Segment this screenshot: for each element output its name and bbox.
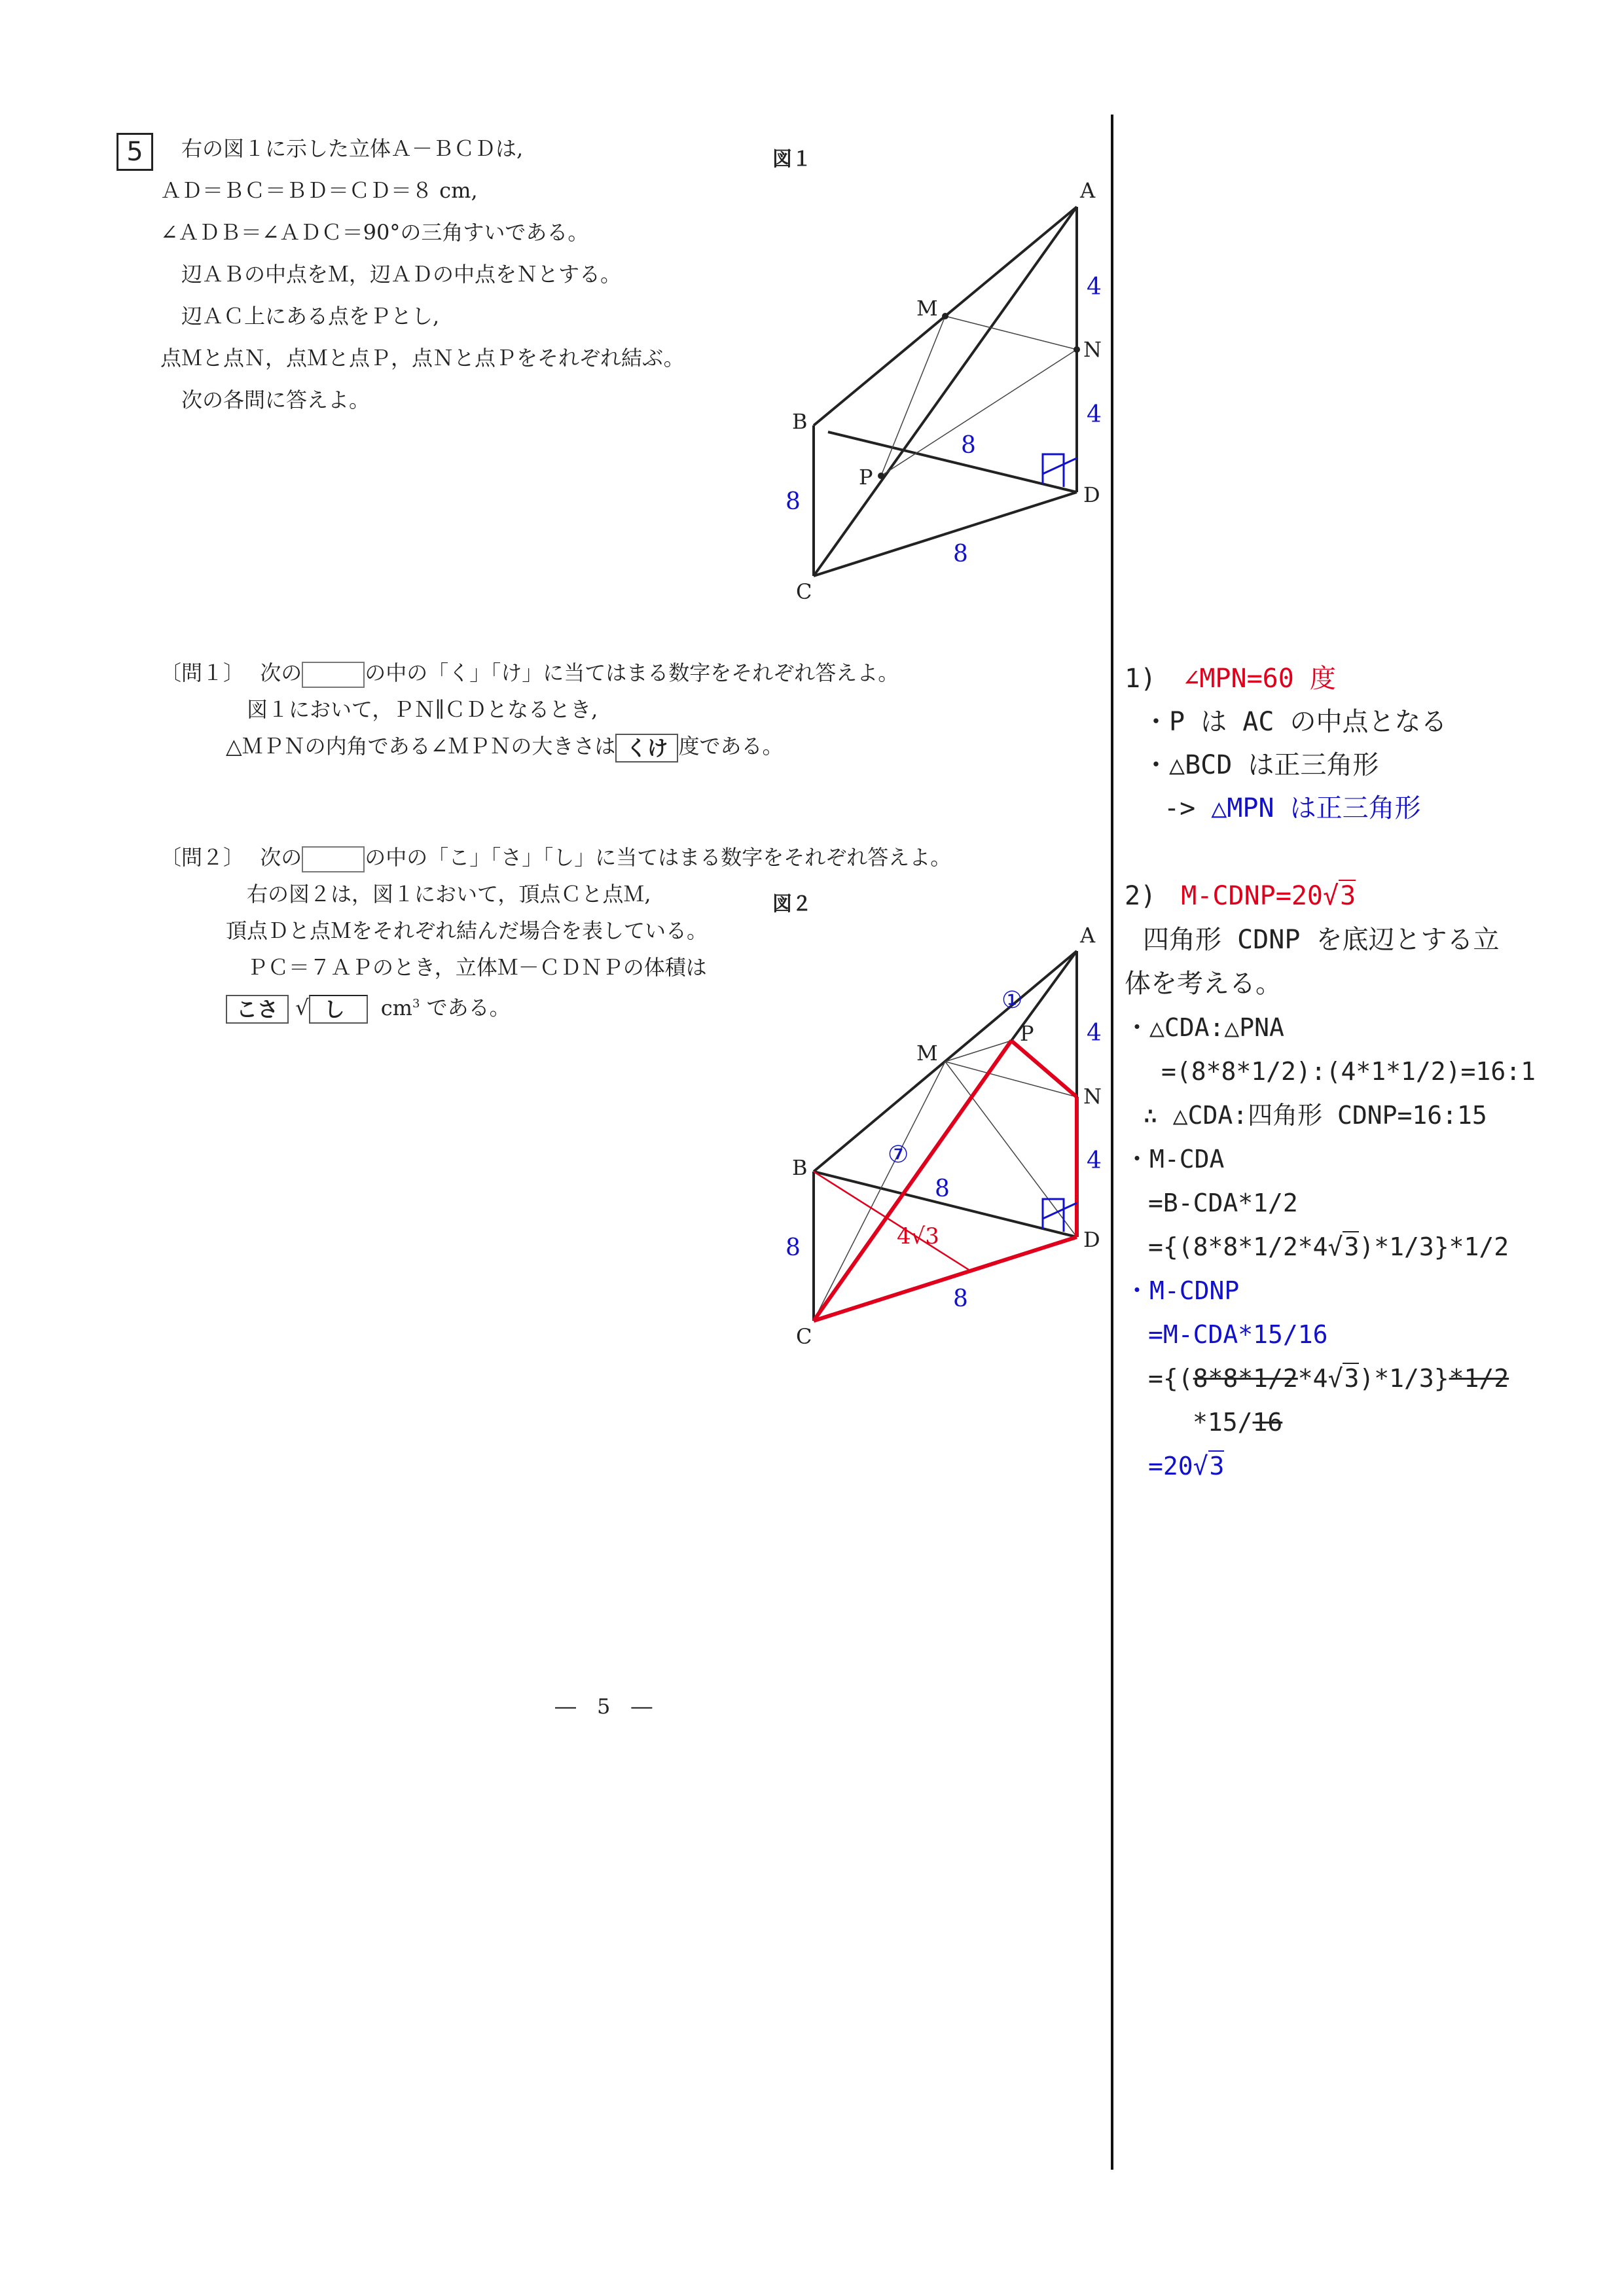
q2-line1-post: の中の「こ」「さ」「し」に当てはまる数字をそれぞれ答えよ。: [365, 845, 952, 870]
annot-cd: 8: [953, 1285, 968, 1312]
intro-line-4: 辺ＡＢの中点をＭ，辺ＡＤの中点をＮとする。: [181, 262, 622, 287]
s2-answer-pre: M-CDNP=20: [1181, 881, 1324, 911]
s2-l12-strike: 16: [1252, 1408, 1283, 1437]
s2-l1: 四角形 CDNP を底辺とする立: [1143, 925, 1500, 955]
q1-line1-post: の中の「く」「け」に当てはまる数字をそれぞれ答えよ。: [365, 660, 899, 685]
s2-l11-pre: ={(: [1148, 1364, 1193, 1393]
s2-l11-strike1: 8*8*1/2: [1193, 1364, 1298, 1393]
annot-ratio-ap: ①: [1001, 987, 1023, 1014]
q1-blank-box: [302, 662, 365, 688]
s2-l11-post: )*1/3}: [1359, 1364, 1449, 1393]
q2-line3: 頂点Ｄと点Ｍをそれぞれ結んだ場合を表している。: [226, 918, 708, 943]
label-p: P: [1020, 1021, 1034, 1046]
segment-mp: [945, 1041, 1011, 1062]
s2-l12-pre: *15/: [1193, 1408, 1253, 1437]
q1-line3-pre: △ＭＰＮの内角である∠ＭＰＮの大きさは: [226, 734, 616, 759]
label-a: A: [1080, 923, 1096, 948]
q2-line2: 右の図２は，図１において，頂点Ｃと点Ｍ,: [247, 882, 651, 906]
q1-line3-post: 度である。: [678, 734, 784, 759]
label-p: P: [859, 465, 873, 490]
segment-mc: [814, 1062, 945, 1321]
annot-bd: 8: [935, 1175, 950, 1202]
s1-arrow: ->: [1164, 793, 1196, 823]
annot-bd: 8: [961, 432, 976, 459]
label-m: M: [916, 296, 938, 321]
page-number: ― 5 ―: [555, 1694, 653, 1719]
label-m: M: [916, 1041, 938, 1066]
right-angle-mark-2: [1043, 458, 1077, 474]
edge-cd: [814, 492, 1077, 576]
annot-cd: 8: [953, 541, 968, 567]
s1-head: 1): [1125, 664, 1157, 694]
point-n: [1074, 346, 1080, 353]
q2-unit-exp: 3: [412, 997, 420, 1011]
annot-bc: 8: [785, 488, 801, 515]
q2-answer-box-kosa[interactable]: こさ: [226, 995, 289, 1024]
figure1-label: 図１: [772, 148, 812, 171]
q2-tail: である。: [426, 995, 511, 1020]
s2-l13-root: 3: [1209, 1452, 1225, 1480]
point-p: [878, 473, 884, 479]
q2-line1-pre: 次の: [260, 845, 302, 870]
highlight-cp: [814, 1041, 1011, 1321]
annot-ratio-pc: ⑦: [888, 1141, 909, 1168]
s2-l4: =(8*8*1/2):(4*1*1/2)=16:1: [1161, 1057, 1536, 1086]
segment-md: [945, 1062, 1077, 1237]
segment-mn: [945, 316, 1077, 350]
question-1: [160, 655, 899, 764]
annot-an: 4: [1087, 274, 1102, 300]
s1-line2: ・△BCD は正三角形: [1143, 750, 1379, 780]
label-d: D: [1083, 482, 1100, 507]
intro-line-3: ∠ＡＤＢ＝∠ＡＤＣ＝90°の三角すいである。: [160, 220, 589, 245]
label-b: B: [792, 409, 808, 434]
figure1-diagram: [753, 164, 1119, 622]
solution-2: 2) M-CDNP=20√3 四角形 CDNP を底辺とする立 体を考える。 ・△CDA:△PNA =(8*8*1/2):(4*1*1/2)=16:1 ∴ △CDA:四角形 CDNP=16:15 ・M-CDA =B-CDA*1/2 ={(8*8*1/2*4√3)*1/3}*1/2 ・M-CDNP =M-CDA*15/16 ={(8*8*1/2*4√3)*1/3}*1/2 *15/16 =20√3: [1125, 881, 1536, 1480]
intro-line-1: 右の図１に示した立体Ａ－ＢＣＤは,: [181, 136, 524, 161]
q1-answer-box[interactable]: くけ: [615, 734, 678, 762]
s2-l2: 体を考える。: [1125, 969, 1282, 999]
right-angle-mark-2: [1043, 1203, 1077, 1219]
problem-intro: [160, 128, 685, 421]
q2-unit: cm: [380, 995, 413, 1020]
sqrt-symbol: √: [295, 995, 309, 1020]
intro-line-2: ＡＤ＝ＢＣ＝ＢＤ＝ＣＤ＝８ cm,: [160, 178, 478, 203]
s2-l8-post: )*1/3}*1/2: [1359, 1232, 1509, 1261]
label-n: N: [1083, 1084, 1102, 1109]
s2-head: 2): [1125, 881, 1157, 911]
q1-label: 〔問１〕: [160, 660, 245, 685]
s1-line1: ・P は AC の中点となる: [1143, 707, 1447, 737]
s2-l6: ・M-CDA: [1125, 1145, 1225, 1174]
figure2-diagram: [753, 910, 1119, 1368]
s2-l11-root: 3: [1344, 1364, 1360, 1393]
s2-l11-strike2: *1/2: [1449, 1364, 1509, 1393]
intro-line-5: 辺ＡＣ上にある点をＰとし,: [181, 304, 440, 329]
annot-nd: 4: [1087, 1147, 1102, 1174]
s2-l8-root: 3: [1344, 1232, 1360, 1261]
q2-blank-box: [302, 846, 365, 872]
s1-line3: △MPN は正三角形: [1211, 793, 1421, 823]
column-divider: [1111, 115, 1113, 2170]
label-a: A: [1080, 178, 1096, 203]
figure2-label: 図２: [772, 893, 812, 916]
s1-answer: ∠MPN=60 度: [1183, 664, 1336, 694]
s2-l13-pre: =20: [1148, 1452, 1193, 1480]
annot-height: 4√3: [897, 1223, 939, 1249]
s2-l5: ∴ △CDA:四角形 CDNP=16:15: [1143, 1101, 1487, 1130]
annot-bc: 8: [785, 1234, 801, 1261]
annot-nd: 4: [1087, 401, 1102, 428]
intro-line-6: 点Ｍと点Ｎ，点Ｍと点Ｐ，点Ｎと点Ｐをそれぞれ結ぶ。: [160, 346, 685, 370]
problem-number: 5: [117, 133, 153, 171]
annot-an: 4: [1087, 1020, 1102, 1047]
q2-line4: ＰＣ＝７ＡＰのとき，立体Ｍ－ＣＤＮＰの体積は: [247, 955, 707, 980]
label-n: N: [1083, 337, 1102, 362]
solution-1: [1125, 657, 1447, 830]
s2-l9: ・M-CDNP: [1125, 1276, 1240, 1305]
point-m: [942, 313, 948, 319]
right-angle-mark: [1043, 454, 1064, 487]
label-c: C: [796, 579, 812, 604]
s2-answer-root: 3: [1340, 881, 1356, 911]
s2-l8-pre: ={(8*8*1/2*4: [1148, 1232, 1328, 1261]
label-d: D: [1083, 1227, 1100, 1252]
s2-l10: =M-CDA*15/16: [1148, 1320, 1328, 1349]
segment-pn: [881, 350, 1077, 476]
s2-l7: =B-CDA*1/2: [1148, 1189, 1298, 1217]
highlight-dc: [814, 1237, 1077, 1321]
q2-label: 〔問２〕: [160, 845, 245, 870]
intro-line-7: 次の各問に答えよ。: [181, 387, 370, 412]
s2-l11-mid: *4: [1297, 1364, 1328, 1393]
s2-l3: ・△CDA:△PNA: [1125, 1013, 1284, 1042]
q2-answer-box-shi[interactable]: し: [309, 995, 368, 1024]
q1-line2: 図１において，ＰＮ∥ＣＤとなるとき,: [247, 697, 598, 722]
label-b: B: [792, 1155, 808, 1180]
label-c: C: [796, 1324, 812, 1349]
q1-line1-pre: 次の: [260, 660, 302, 685]
